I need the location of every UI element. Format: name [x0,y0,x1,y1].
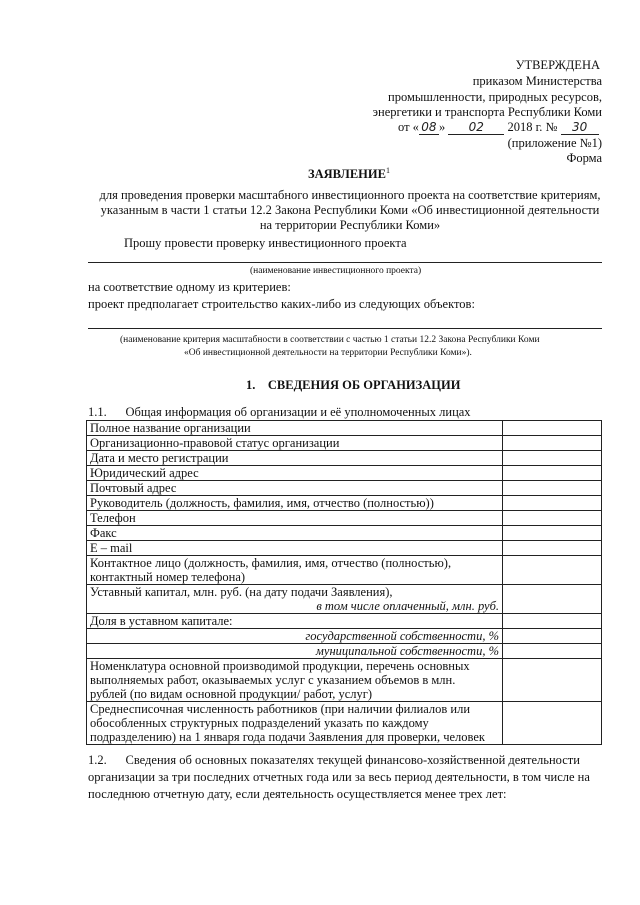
row-value[interactable] [503,451,602,466]
row-label: Организационно-правовой статус организации [87,436,503,451]
row-label-line: рублей (по видам основной продукции/ работ, услуг) [90,687,373,701]
table-row [87,466,602,481]
section-1-number: 1. [246,378,256,392]
row-value[interactable] [503,421,602,436]
table-row [87,436,602,451]
document-title [308,166,390,182]
approval-line-1: приказом Министерства [472,74,602,88]
table-row [87,556,602,585]
date-day-handwritten: 08 [419,120,439,135]
approval-appendix: (приложение №1) [507,136,602,150]
row-label-line: Контактное лицо (должность, фамилия, имя, отчество (полностью), [90,556,452,570]
section-1-title: СВЕДЕНИЯ ОБ ОРГАНИЗАЦИИ [267,378,461,392]
subsection-1-1-number: 1.1. [88,405,107,419]
row-label: государственной собственности, % [87,629,503,644]
table-row [87,541,602,556]
row-label: E – mail [87,541,503,556]
construction-line: проект предполагает строительство каких-либо из следующих объектов: [88,297,475,311]
row-value[interactable] [503,436,602,451]
subsection-1-1-title: Общая информация об организации и её уполномоченных лицах [125,405,471,419]
row-value[interactable] [503,556,602,585]
row-value[interactable] [503,644,602,659]
date-separator: » [438,120,446,134]
footnote-mark: 1 [385,166,390,175]
row-value[interactable] [503,496,602,511]
row-value[interactable] [503,702,602,745]
section-1-heading [246,378,460,393]
row-value[interactable] [503,481,602,496]
row-label-subline: в том числе оплаченный, млн. руб. [316,599,499,613]
row-label: Дата и место регистрации [87,451,503,466]
table-row [87,496,602,511]
row-label-line: обособленных структурных подразделений указать по каждому [90,716,429,730]
date-year-number: 2018 г. № [507,120,558,134]
row-label: Телефон [87,511,503,526]
row-label [87,702,503,745]
table-row [87,421,602,436]
row-label: Почтовый адрес [87,481,503,496]
table-row [87,511,602,526]
row-value[interactable] [503,614,602,629]
approval-form-label: Форма [566,151,602,165]
row-label-line: контактный номер телефона) [90,570,246,584]
table-row [87,481,602,496]
heading-subtitle-3: на территории Республики Коми» [259,218,441,232]
project-name-fill-line [88,262,602,263]
row-value[interactable] [503,466,602,481]
section-1-2-line-3: последнюю отчетную дату, если деятельность осуществляется менее трех лет: [88,787,507,801]
row-label-line: Среднесписочная численность работников (при наличии филиалов или [90,702,471,716]
criterion-caption-2: «Об инвестиционной деятельности на территории Республики Коми»). [184,348,472,358]
row-label-line: Номенклатура основной производимой продукции, перечень основных [90,659,470,673]
row-label: Факс [87,526,503,541]
date-month-handwritten: 02 [448,120,504,135]
table-row [87,702,602,745]
row-label [87,556,503,585]
row-value[interactable] [503,585,602,614]
table-row [87,614,602,629]
row-label: Юридический адрес [87,466,503,481]
table-row [87,451,602,466]
heading-subtitle-2: указанным в части 1 статьи 12.2 Закона Республики Коми «Об инвестиционной деятельности [100,203,600,217]
approval-line-2: промышленности, природных ресурсов, [388,90,602,104]
table-row [87,585,602,614]
criterion-caption-1: (наименование критерия масштабности в соответствии с частью 1 статьи 12.2 Закона Республики Коми [120,335,540,345]
subsection-1-1-heading [88,405,471,420]
approval-title: УТВЕРЖДЕНА [515,58,600,72]
row-label: Полное название организации [87,421,503,436]
row-label-line: подразделению) на 1 января года подачи Заявления для проверки, человек [90,730,485,744]
row-value[interactable] [503,526,602,541]
row-value[interactable] [503,629,602,644]
organization-info-table [86,420,602,745]
section-1-2-number: 1.2. [88,753,107,767]
table-row [87,659,602,702]
row-label: Доля в уставном капитале: [87,614,503,629]
row-label: Руководитель (должность, фамилия, имя, отчество (полностью)) [87,496,503,511]
table-row [87,629,602,644]
row-value[interactable] [503,541,602,556]
row-label: муниципальной собственности, % [87,644,503,659]
heading-subtitle-1: для проведения проверки масштабного инвестиционного проекта на соответствие критериям, [99,188,601,202]
row-value[interactable] [503,511,602,526]
section-1-2-line-2: организации за три последних отчетных года или за весь период деятельности, в том числе на [88,770,590,784]
section-1-2-line-1 [88,752,602,769]
project-name-caption: (наименование инвестиционного проекта) [250,266,422,276]
document-title-text: ЗАЯВЛЕНИЕ [308,167,386,182]
date-prefix: от « [398,120,419,134]
section-1-2-text-1: Сведения об основных показателях текущей финансово-хозяйственной деятельности [125,753,580,767]
table-row [87,644,602,659]
approval-line-3: энергетики и транспорта Республики Коми [372,105,602,119]
row-label-line: Уставный капитал, млн. руб. (на дату подачи Заявления), [90,585,393,599]
table-row [87,526,602,541]
order-number-handwritten: 30 [561,120,599,135]
criteria-line: на соответствие одному из критериев: [88,280,291,294]
request-line: Прошу провести проверку инвестиционного проекта [124,236,407,250]
criterion-fill-line [88,328,602,329]
row-label [87,659,503,702]
row-label-line: выполняемых работ, оказываемых услуг с указанием объемов в млн. [90,673,456,687]
row-value[interactable] [503,659,602,702]
approval-date [398,120,599,135]
row-label [87,585,503,614]
